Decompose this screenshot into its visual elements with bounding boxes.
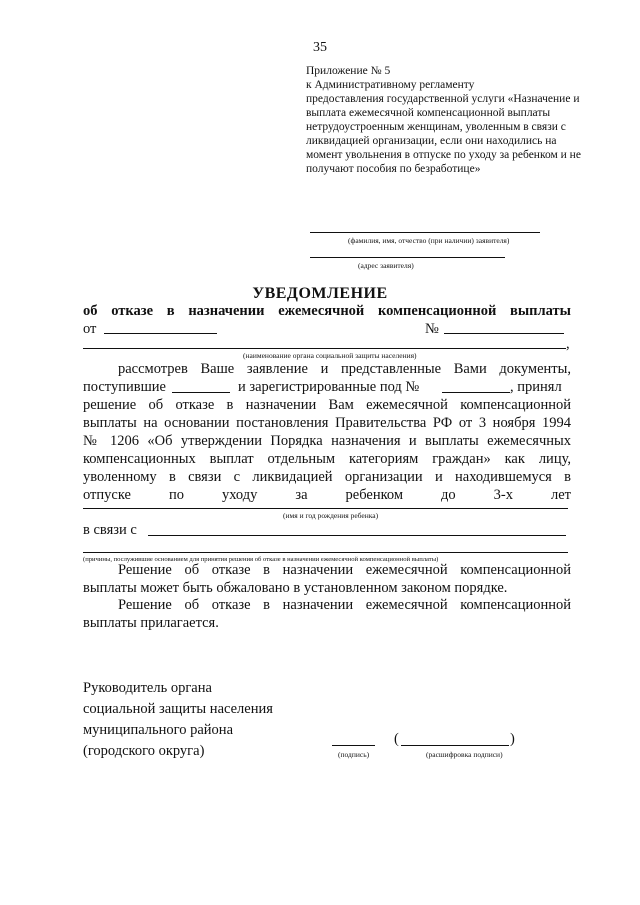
- body-line-4: выплаты на основании постановления Правительства РФ от 3 ноября 1994: [83, 415, 571, 431]
- number-line: [444, 333, 564, 334]
- document-title: УВЕДОМЛЕНИЕ: [252, 285, 388, 302]
- applicant-address-line: [310, 257, 505, 258]
- trailing-comma: ,: [566, 336, 570, 352]
- reason-caption: (причины, послужившие основанием для принятия решения об отказе в назначении ежемесячной компенсационной выплаты): [83, 556, 439, 563]
- document-subtitle: об отказе в назначении ежемесячной компенсационной выплаты: [83, 303, 571, 319]
- decode-close-paren: ): [510, 731, 515, 747]
- appendix-line: нетрудоустроенным женщинам, уволенным в связи с: [306, 121, 566, 133]
- appendix-line: предоставления государственной услуги «Назначение и: [306, 93, 580, 105]
- body-received-label: поступившие: [83, 379, 166, 395]
- date-line: [104, 333, 217, 334]
- signature-line: [332, 745, 375, 746]
- applicant-name-caption: (фамилия, имя, отчество (при наличии) заявителя): [348, 236, 510, 245]
- reason-label: в связи с: [83, 522, 137, 538]
- applicant-name-line: [310, 232, 540, 233]
- appeal-line-1: Решение об отказе в назначении ежемесячной компенсационной: [118, 562, 571, 578]
- body-line-6: компенсационных выплат отдельным категориям граждан» как лицу,: [83, 451, 571, 467]
- organ-caption: (наименование органа социальной защиты населения): [243, 351, 417, 360]
- reason-line: [148, 535, 566, 536]
- decode-caption: (расшифровка подписи): [426, 750, 503, 759]
- body-accepted-label: , принял: [510, 379, 562, 395]
- signatory-line: социальной защиты населения: [83, 701, 273, 717]
- appendix-line: получают пособия по безработице»: [306, 163, 481, 175]
- decode-line: [401, 745, 509, 746]
- signatory-line: Руководитель органа: [83, 680, 212, 696]
- decode-open-paren: (: [394, 731, 399, 747]
- number-label: №: [425, 321, 439, 337]
- appendix-line: момент увольнения в отпуске по уходу за ребенком и не: [306, 149, 581, 161]
- signatory-line: муниципального района: [83, 722, 233, 738]
- applicant-address-caption: (адрес заявителя): [358, 261, 414, 270]
- child-line: [83, 508, 568, 509]
- reason-line-2: [83, 552, 568, 553]
- registration-number-line: [442, 392, 510, 393]
- attachment-line-2: выплаты прилагается.: [83, 615, 219, 631]
- body-registered-label: и зарегистрированные под №: [238, 379, 420, 395]
- appendix-line: к Административному регламенту: [306, 79, 475, 91]
- organ-line: [83, 348, 566, 349]
- appendix-block: [306, 64, 606, 176]
- appeal-line-2: выплаты может быть обжаловано в установленном законом порядке.: [83, 580, 508, 596]
- body-line-3: решение об отказе в назначении Вам ежемесячной компенсационной: [83, 397, 571, 413]
- appendix-line: ликвидацией организации, если они находились на: [306, 135, 557, 147]
- body-line-7: уволенному в связи с ликвидацией организации и находившемуся в: [83, 469, 571, 485]
- signature-caption: (подпись): [338, 750, 370, 759]
- body-line-1: рассмотрев Ваше заявление и представленные Вами документы,: [118, 361, 571, 377]
- appendix-line: выплата ежемесячной компенсационной выплаты: [306, 107, 551, 119]
- child-caption: (имя и год рождения ребенка): [283, 511, 379, 520]
- from-label: от: [83, 321, 97, 337]
- body-line-8: отпуске по уходу за ребенком до 3-х лет: [83, 487, 571, 503]
- appendix-line: Приложение № 5: [306, 65, 391, 77]
- signatory-line: (городского округа): [83, 743, 205, 759]
- signatory-title: [83, 678, 273, 762]
- received-date-line: [172, 392, 230, 393]
- body-line-5: № 1206 «Об утверждении Порядка назначения и выплаты ежемесячных: [83, 433, 571, 449]
- attachment-line-1: Решение об отказе в назначении ежемесячной компенсационной: [118, 597, 571, 613]
- page-number: 35: [313, 40, 327, 55]
